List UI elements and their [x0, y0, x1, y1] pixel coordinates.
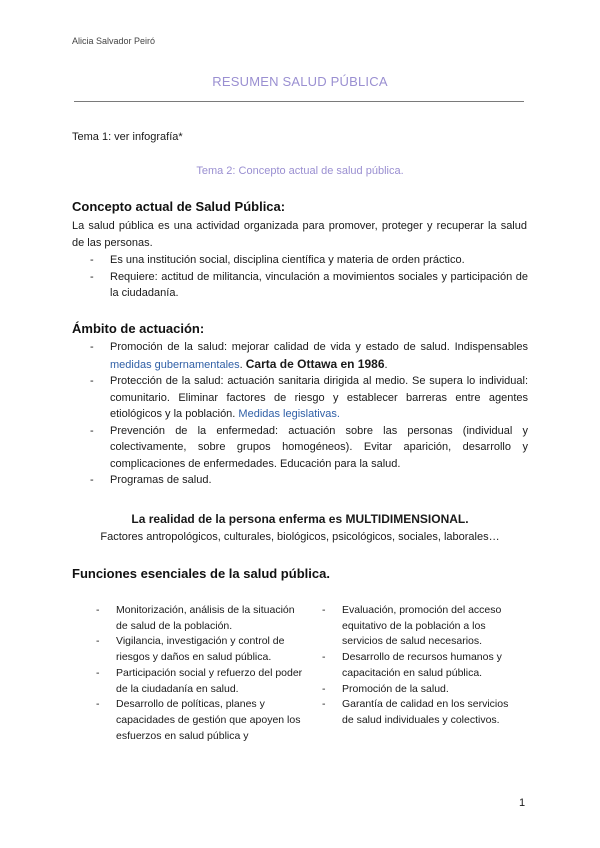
concepto-heading: Concepto actual de Salud Pública:: [72, 199, 286, 214]
dash-bullet: -: [322, 651, 326, 664]
list-item-text: Requiere: actitud de militancia, vinculación a movimientos sociales y participación de la ciudadanía.: [110, 270, 528, 299]
list-item: [72, 269, 528, 302]
list-item-text: Garantía de calidad en los servicios de salud individuales y colectivos.: [342, 698, 509, 726]
list-item: [96, 634, 306, 665]
list-item: [322, 650, 522, 681]
list-item-text: Es una institución social, disciplina científica y materia de orden práctico.: [110, 254, 465, 266]
funciones-left-column: [96, 603, 306, 744]
title-divider: [74, 101, 524, 102]
medidas-legislativas-highlight: Medidas legislativas.: [238, 408, 340, 420]
list-item: [322, 697, 522, 728]
tema2-subtitle: Tema 2: Concepto actual de salud pública.: [196, 165, 404, 177]
funciones-heading: Funciones esenciales de la salud pública.: [72, 566, 330, 581]
dash-bullet: -: [90, 424, 94, 437]
dash-bullet: -: [96, 635, 100, 648]
list-item-text: Promoción de la salud: mejorar calidad de vida y estado de salud. Indispensables: [110, 341, 528, 353]
page-number: 1: [519, 797, 526, 809]
list-item: [72, 252, 528, 269]
list-item-text: Programas de salud.: [110, 474, 212, 486]
list-item: [72, 339, 528, 373]
list-item-text: Prevención de la enfermedad: actuación sobre las personas (individual y colectivamente, sobre grupos homogéneos). Evitar aparición, desarrollo y complicaciones de enfermedades. Educación para la salud.: [110, 424, 528, 470]
list-item: [72, 423, 528, 473]
list-item: [72, 373, 528, 423]
realidad-factors: Factores antropológicos, culturales, biológicos, psicológicos, sociales, laborales…: [100, 531, 500, 543]
concepto-intro: La salud pública es una actividad organizada para promover, proteger y recuperar la salud de las personas.: [72, 220, 527, 249]
tema1-line: Tema 1: ver infografía*: [72, 131, 183, 143]
list-item: [72, 472, 528, 489]
list-item: [322, 603, 522, 650]
concepto-list: [72, 252, 528, 302]
dash-bullet: -: [96, 698, 100, 711]
dash-bullet: -: [322, 698, 326, 711]
list-item: [96, 603, 306, 634]
carta-ottawa-text: Carta de Ottawa en 1986: [245, 356, 385, 371]
ambito-heading: Ámbito de actuación:: [72, 321, 205, 336]
list-item-text: Monitorización, análisis de la situación de salud de la población.: [116, 604, 295, 632]
list-item: [96, 697, 306, 744]
list-item: [96, 666, 306, 697]
list-item-text: Desarrollo de recursos humanos y capacitación en salud pública.: [342, 651, 502, 679]
period-text: .: [384, 358, 388, 371]
dash-bullet: -: [90, 341, 94, 353]
header-author: Alicia Salvador Peiró: [72, 36, 156, 46]
list-item-text: Vigilancia, investigación y control de riesgos y daños en salud pública.: [116, 635, 285, 664]
ambito-list: [72, 339, 528, 489]
dash-bullet: -: [322, 682, 326, 695]
separator-text: .: [239, 358, 246, 371]
list-item-text: Participación social y refuerzo del poder de la ciudadanía en salud.: [116, 666, 303, 695]
dash-bullet: -: [96, 666, 100, 679]
dash-bullet: -: [322, 604, 326, 616]
list-item-text: Evaluación, promoción del acceso equitativo de la población a los servicios de salud necesarios.: [342, 604, 502, 648]
dash-bullet: -: [90, 474, 94, 486]
document-title: RESUMEN SALUD PÚBLICA: [212, 74, 388, 89]
dash-bullet: -: [90, 375, 94, 387]
list-item-text: Promoción de la salud.: [342, 682, 449, 695]
list-item: [322, 682, 522, 698]
list-item-text: Protección de la salud: actuación sanitaria dirigida al medio. Se supera lo individual: comunitario. Eliminar factores de riesgo y establecer barreras entre agentes etiológicos y la población.: [110, 375, 528, 420]
funciones-right-column: [322, 603, 522, 729]
dash-bullet: -: [90, 254, 94, 266]
dash-bullet: -: [96, 604, 100, 616]
list-item-text: Desarrollo de políticas, planes y capacidades de gestión que apoyen los esfuerzos en salud pública y: [116, 698, 301, 742]
dash-bullet: -: [90, 270, 94, 283]
medidas-gubernamentales-highlight: medidas gubernamentales: [110, 358, 240, 371]
realidad-statement: La realidad de la persona enferma es MULTIDIMENSIONAL.: [131, 512, 469, 526]
